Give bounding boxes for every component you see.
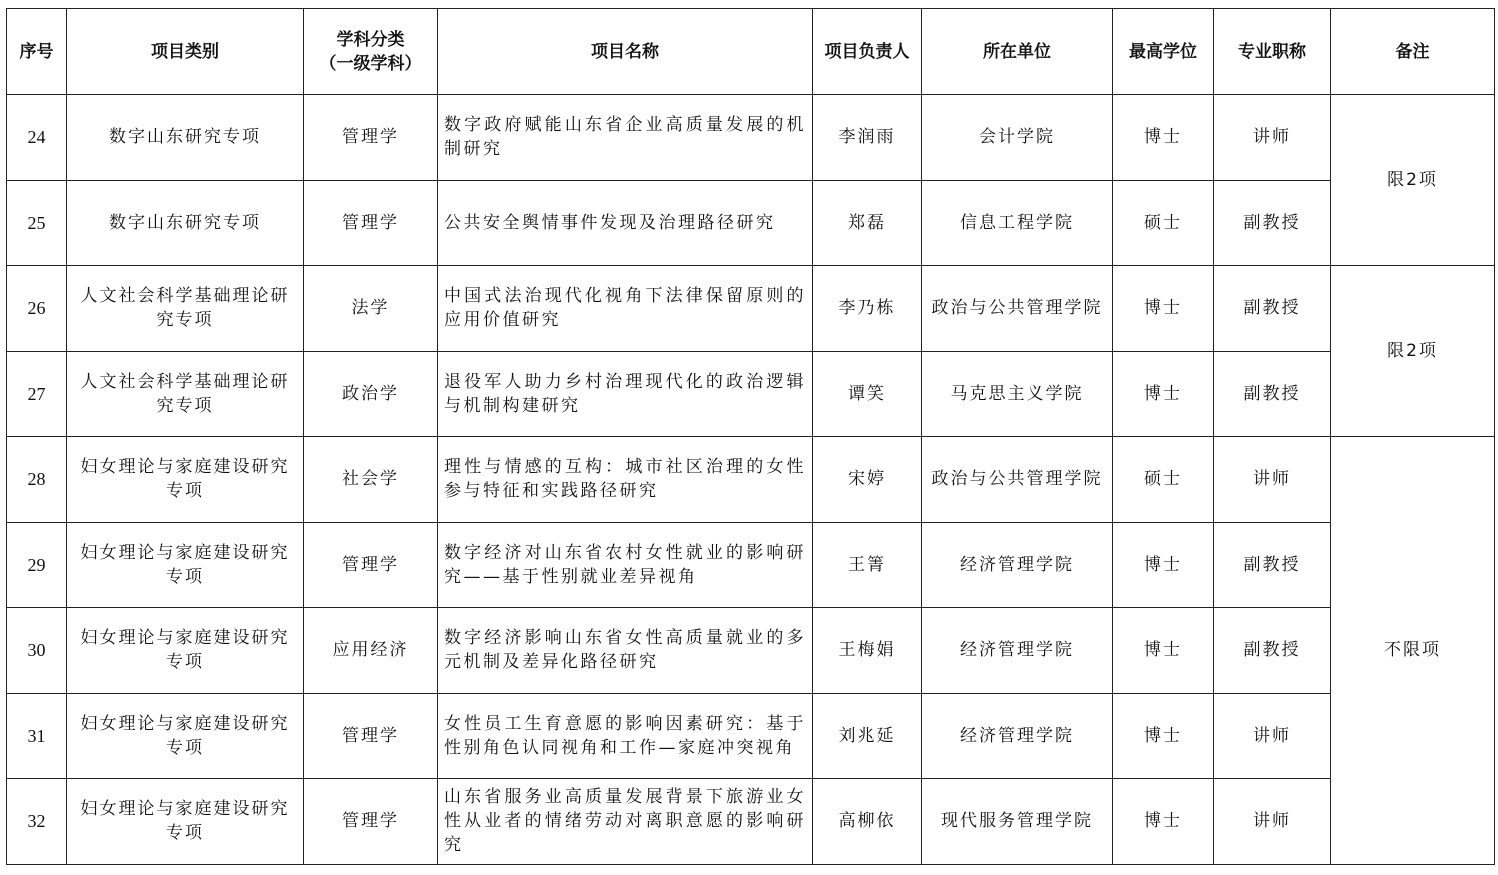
cell-leader: 王箐 <box>813 522 922 608</box>
cell-leader: 谭笑 <box>813 351 922 437</box>
cell-unit: 现代服务管理学院 <box>922 779 1113 865</box>
cell-title: 副教授 <box>1214 608 1331 694</box>
table-row <box>7 351 1495 437</box>
cell-degree: 博士 <box>1113 522 1214 608</box>
cell-discipline: 社会学 <box>304 437 438 523</box>
cell-project-name: 数字经济对山东省农村女性就业的影响研究——基于性别就业差异视角 <box>438 522 813 608</box>
cell-degree: 博士 <box>1113 608 1214 694</box>
cell-discipline: 应用经济 <box>304 608 438 694</box>
cell-seq: 24 <box>7 95 67 181</box>
cell-project-name: 女性员工生育意愿的影响因素研究：基于性别角色认同视角和工作—家庭冲突视角 <box>438 693 813 779</box>
cell-seq: 28 <box>7 437 67 523</box>
cell-seq: 26 <box>7 266 67 352</box>
cell-seq: 30 <box>7 608 67 694</box>
cell-degree: 博士 <box>1113 266 1214 352</box>
table-row <box>7 779 1495 865</box>
cell-seq: 29 <box>7 522 67 608</box>
cell-degree: 博士 <box>1113 779 1214 865</box>
cell-project-name: 退役军人助力乡村治理现代化的政治逻辑与机制构建研究 <box>438 351 813 437</box>
header-remark: 备注 <box>1331 9 1495 95</box>
cell-project-name: 理性与情感的互构：城市社区治理的女性参与特征和实践路径研究 <box>438 437 813 523</box>
cell-category: 妇女理论与家庭建设研究专项 <box>67 693 304 779</box>
cell-leader: 宋婷 <box>813 437 922 523</box>
table-row <box>7 693 1495 779</box>
table-row <box>7 437 1495 523</box>
cell-unit: 经济管理学院 <box>922 693 1113 779</box>
cell-unit: 政治与公共管理学院 <box>922 266 1113 352</box>
cell-title: 讲师 <box>1214 693 1331 779</box>
project-table <box>6 8 1495 865</box>
cell-category: 人文社会科学基础理论研究专项 <box>67 351 304 437</box>
cell-unit: 马克思主义学院 <box>922 351 1113 437</box>
cell-title: 副教授 <box>1214 351 1331 437</box>
cell-discipline: 管理学 <box>304 693 438 779</box>
cell-category: 妇女理论与家庭建设研究专项 <box>67 437 304 523</box>
header-leader: 项目负责人 <box>813 9 922 95</box>
cell-title: 副教授 <box>1214 266 1331 352</box>
cell-project-name: 数字政府赋能山东省企业高质量发展的机制研究 <box>438 95 813 181</box>
cell-project-name: 公共安全舆情事件发现及治理路径研究 <box>438 180 813 266</box>
cell-degree: 硕士 <box>1113 180 1214 266</box>
header-name: 项目名称 <box>438 9 813 95</box>
header-seq: 序号 <box>7 9 67 95</box>
cell-leader: 李乃栋 <box>813 266 922 352</box>
table-row <box>7 608 1495 694</box>
cell-unit: 信息工程学院 <box>922 180 1113 266</box>
cell-leader: 李润雨 <box>813 95 922 181</box>
cell-project-name: 山东省服务业高质量发展背景下旅游业女性从业者的情绪劳动对离职意愿的影响研究 <box>438 779 813 865</box>
cell-title: 讲师 <box>1214 437 1331 523</box>
header-unit: 所在单位 <box>922 9 1113 95</box>
cell-discipline: 管理学 <box>304 779 438 865</box>
cell-remark: 不限项 <box>1331 437 1495 865</box>
header-row <box>7 9 1495 95</box>
cell-category: 数字山东研究专项 <box>67 95 304 181</box>
cell-seq: 25 <box>7 180 67 266</box>
cell-leader: 郑磊 <box>813 180 922 266</box>
table-row <box>7 180 1495 266</box>
cell-degree: 博士 <box>1113 95 1214 181</box>
cell-title: 讲师 <box>1214 779 1331 865</box>
cell-seq: 32 <box>7 779 67 865</box>
cell-remark: 限2项 <box>1331 95 1495 266</box>
cell-degree: 硕士 <box>1113 437 1214 523</box>
cell-category: 数字山东研究专项 <box>67 180 304 266</box>
header-degree: 最高学位 <box>1113 9 1214 95</box>
cell-unit: 会计学院 <box>922 95 1113 181</box>
table-row <box>7 522 1495 608</box>
header-discipline <box>304 9 438 95</box>
header-discipline-line2: （一级学科） <box>319 53 422 74</box>
cell-degree: 博士 <box>1113 693 1214 779</box>
cell-seq: 27 <box>7 351 67 437</box>
cell-discipline: 管理学 <box>304 180 438 266</box>
cell-seq: 31 <box>7 693 67 779</box>
cell-category: 妇女理论与家庭建设研究专项 <box>67 779 304 865</box>
cell-discipline: 管理学 <box>304 95 438 181</box>
cell-unit: 经济管理学院 <box>922 608 1113 694</box>
cell-discipline: 管理学 <box>304 522 438 608</box>
cell-title: 副教授 <box>1214 522 1331 608</box>
cell-discipline: 政治学 <box>304 351 438 437</box>
cell-title: 讲师 <box>1214 95 1331 181</box>
table-row <box>7 266 1495 352</box>
cell-title: 副教授 <box>1214 180 1331 266</box>
header-category: 项目类别 <box>67 9 304 95</box>
header-title: 专业职称 <box>1214 9 1331 95</box>
table-row <box>7 95 1495 181</box>
cell-category: 妇女理论与家庭建设研究专项 <box>67 608 304 694</box>
cell-remark: 限2项 <box>1331 266 1495 437</box>
cell-leader: 刘兆延 <box>813 693 922 779</box>
cell-leader: 王梅娟 <box>813 608 922 694</box>
cell-discipline: 法学 <box>304 266 438 352</box>
cell-project-name: 中国式法治现代化视角下法律保留原则的应用价值研究 <box>438 266 813 352</box>
cell-unit: 经济管理学院 <box>922 522 1113 608</box>
cell-category: 人文社会科学基础理论研究专项 <box>67 266 304 352</box>
cell-leader: 高柳依 <box>813 779 922 865</box>
header-discipline-line1: 学科分类 <box>336 29 405 50</box>
cell-project-name: 数字经济影响山东省女性高质量就业的多元机制及差异化路径研究 <box>438 608 813 694</box>
cell-category: 妇女理论与家庭建设研究专项 <box>67 522 304 608</box>
cell-unit: 政治与公共管理学院 <box>922 437 1113 523</box>
cell-degree: 博士 <box>1113 351 1214 437</box>
